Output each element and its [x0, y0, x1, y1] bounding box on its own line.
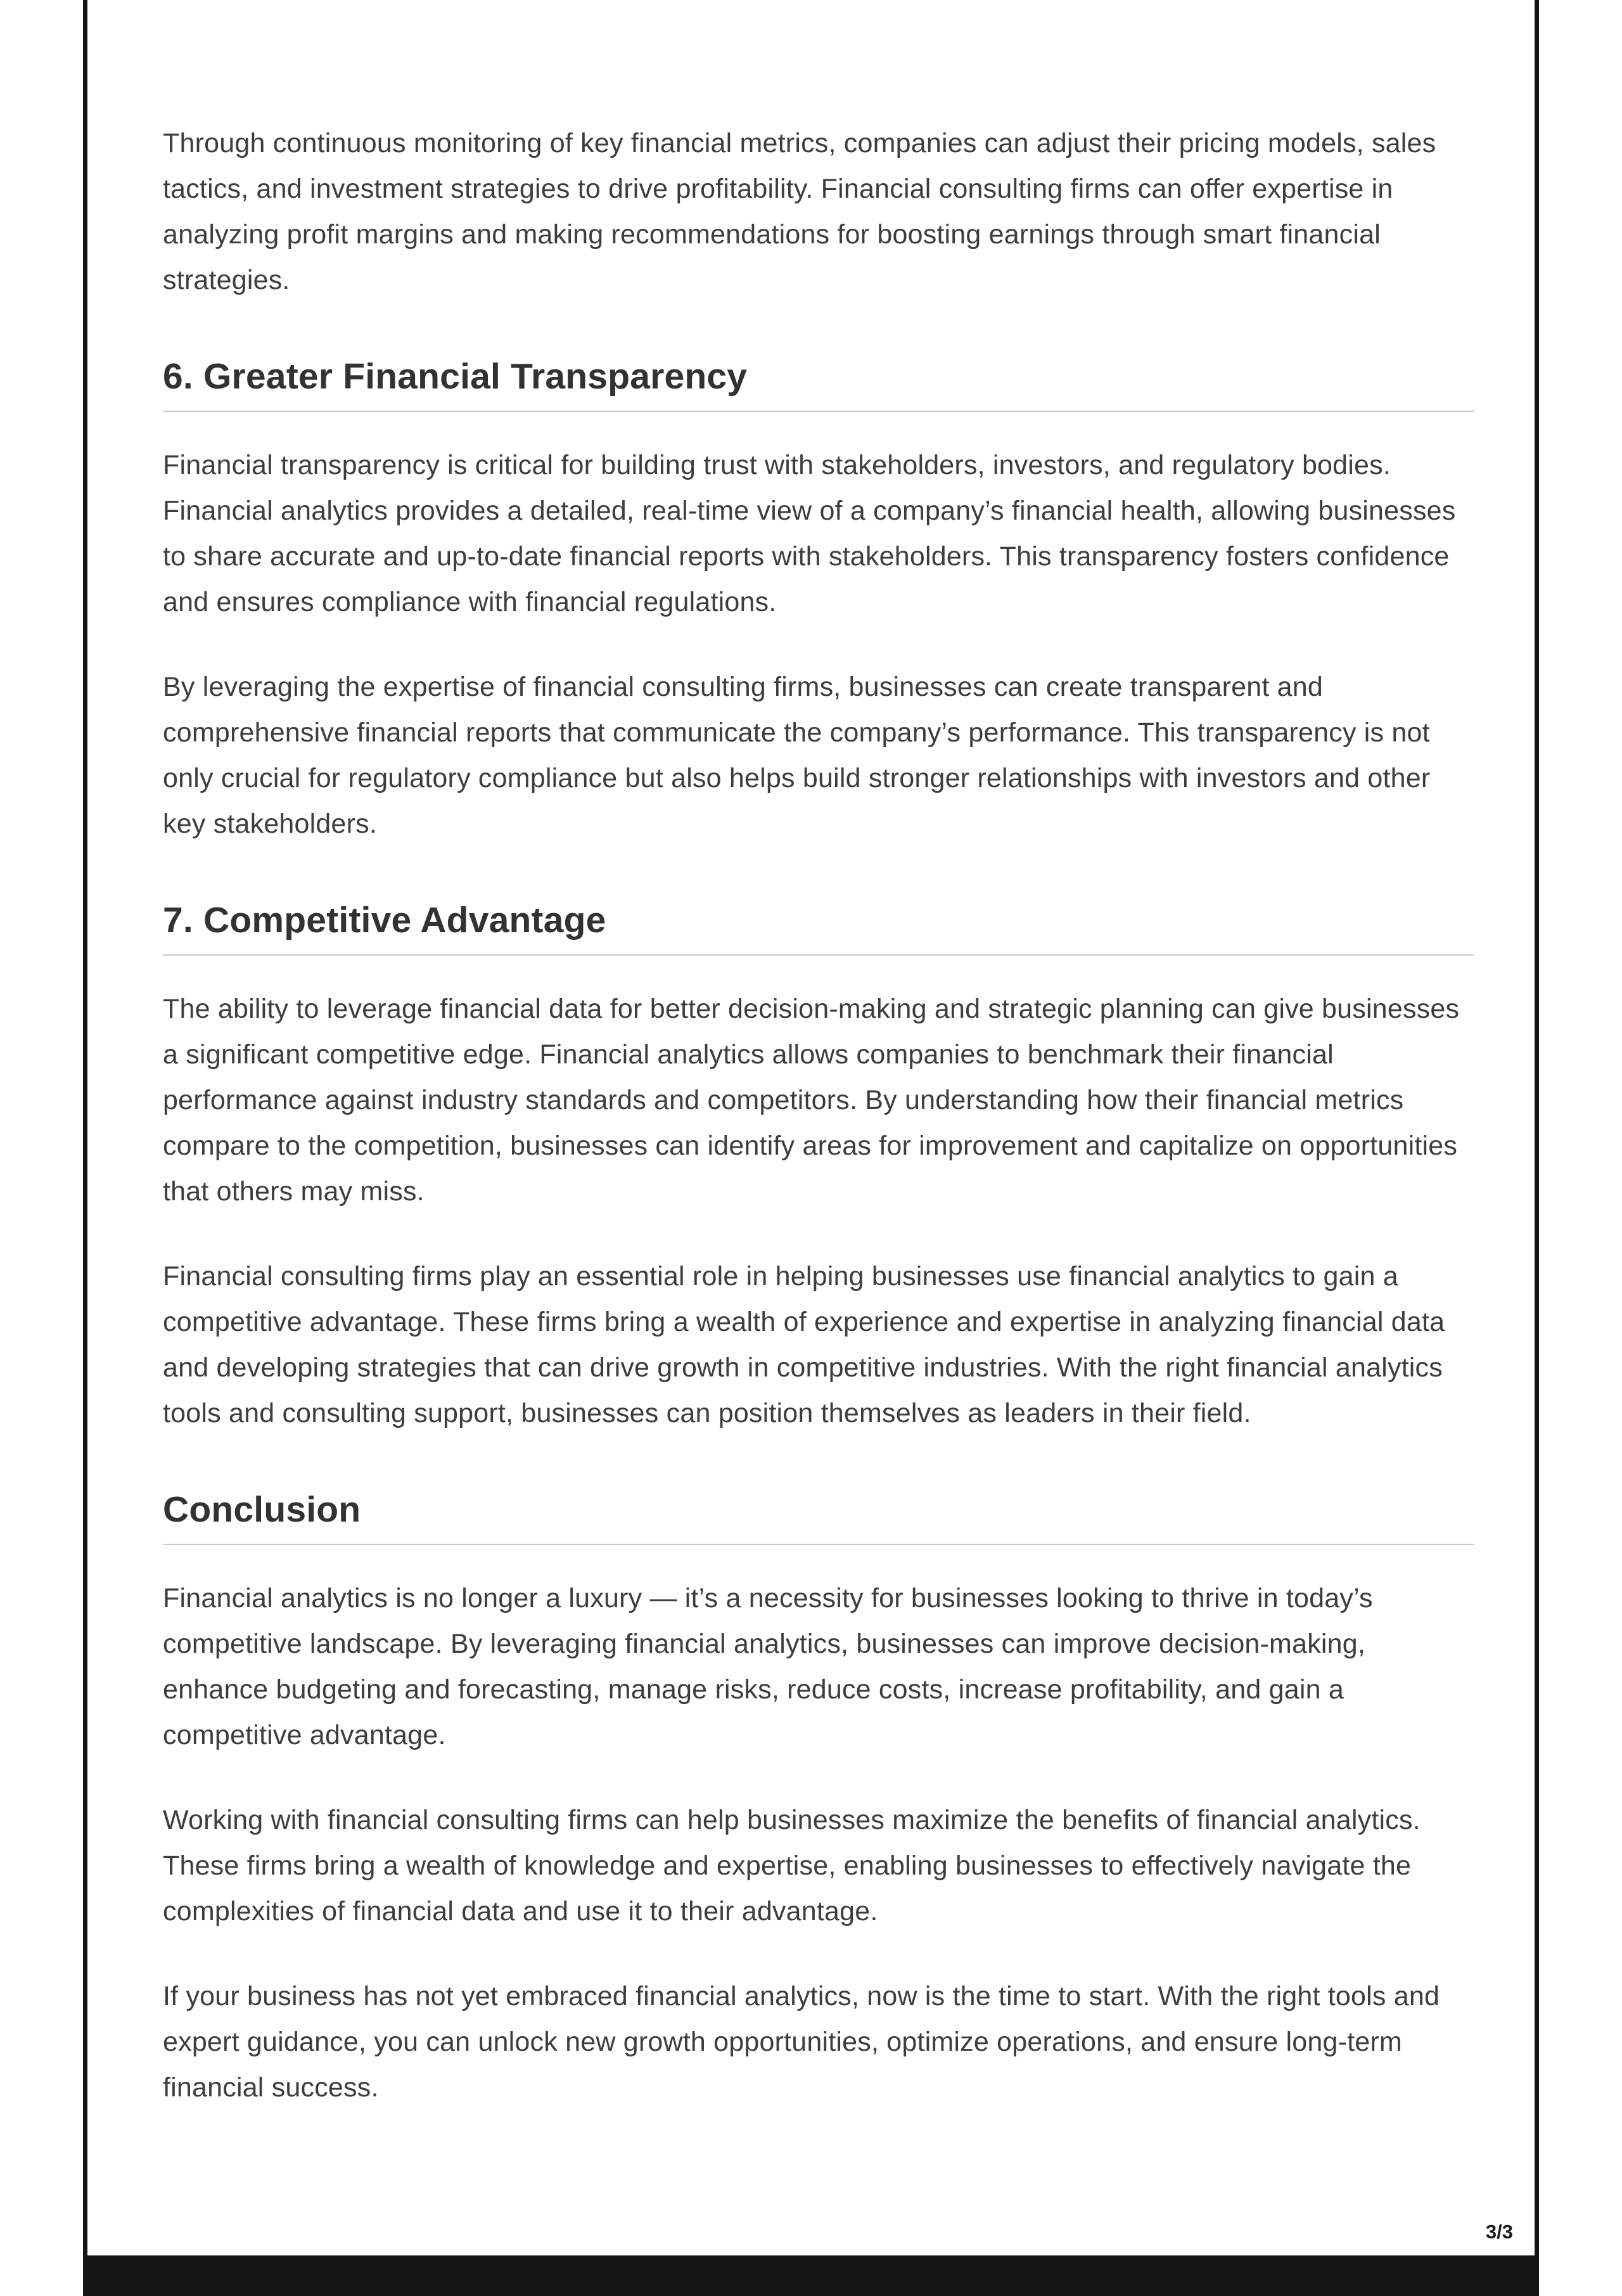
- article-body: [87, 0, 1535, 2255]
- heading-divider: [163, 954, 1474, 956]
- competitive-advantage-paragraph-1: The ability to leverage financial data for better decision-making and strategic planning can give businesses a significant competitive edge. Financial analytics allows companies to benchmark their financial performance against industry standards and competitors. By understanding how their financial metrics compare to the competition, businesses can identify areas for improvement and capitalize on opportunities that others may miss.: [163, 994, 1460, 1207]
- conclusion-paragraph-3: If your business has not yet embraced financial analytics, now is the time to start. With the right tools and expert guidance, you can unlock new growth opportunities, optimize operations, and ensure long-term financial success.: [163, 1981, 1440, 2103]
- section-heading-conclusion: Conclusion: [163, 1489, 361, 1530]
- section-heading-financial-transparency: 6. Greater Financial Transparency: [163, 356, 748, 397]
- transparency-paragraph-2: By leveraging the expertise of financial consulting firms, businesses can create transparent and comprehensive financial reports that communicate the company’s performance. This transparency is not only crucial for regulatory compliance but also helps build stronger relationships with investors and other key stakeholders.: [163, 672, 1431, 839]
- section-heading-competitive-advantage: 7. Competitive Advantage: [163, 900, 606, 940]
- heading-divider: [163, 1544, 1474, 1545]
- conclusion-paragraph-1: Financial analytics is no longer a luxury — it’s a necessity for businesses looking to thrive in today’s competitive landscape. By leveraging financial analytics, businesses can improve decision-making, enhance budgeting and forecasting, manage risks, reduce costs, increase profitability, and gain a competitive advantage.: [163, 1583, 1373, 1750]
- transparency-paragraph-1: Financial transparency is critical for building trust with stakeholders, investors, and regulatory bodies. Financial analytics provides a detailed, real-time view of a company’s financial health, allowing businesses to share accurate and up-to-date financial reports with stakeholders. This transparency fosters confidence and ensures compliance with financial regulations.: [163, 450, 1456, 617]
- competitive-advantage-paragraph-2: Financial consulting firms play an essential role in helping businesses use financial analytics to gain a competitive advantage. These firms bring a wealth of experience and expertise in analyzing financial data and developing strategies that can drive growth in competitive industries. With the right financial analytics tools and consulting support, businesses can position themselves as leaders in their field.: [163, 1261, 1445, 1428]
- conclusion-paragraph-2: Working with financial consulting firms can help businesses maximize the benefits of financial analytics. These firms bring a wealth of knowledge and expertise, enabling businesses to effectively navigate the complexities of financial data and use it to their advantage.: [163, 1805, 1421, 1927]
- page-number-indicator: 3/3: [1485, 2221, 1513, 2243]
- intro-paragraph: Through continuous monitoring of key financial metrics, companies can adjust their pricing models, sales tactics, and investment strategies to drive profitability. Financial consulting firms can offer expertise in analyzing profit margins and making recommendations for boosting earnings through smart financial strategies.: [163, 128, 1436, 295]
- heading-divider: [163, 411, 1474, 412]
